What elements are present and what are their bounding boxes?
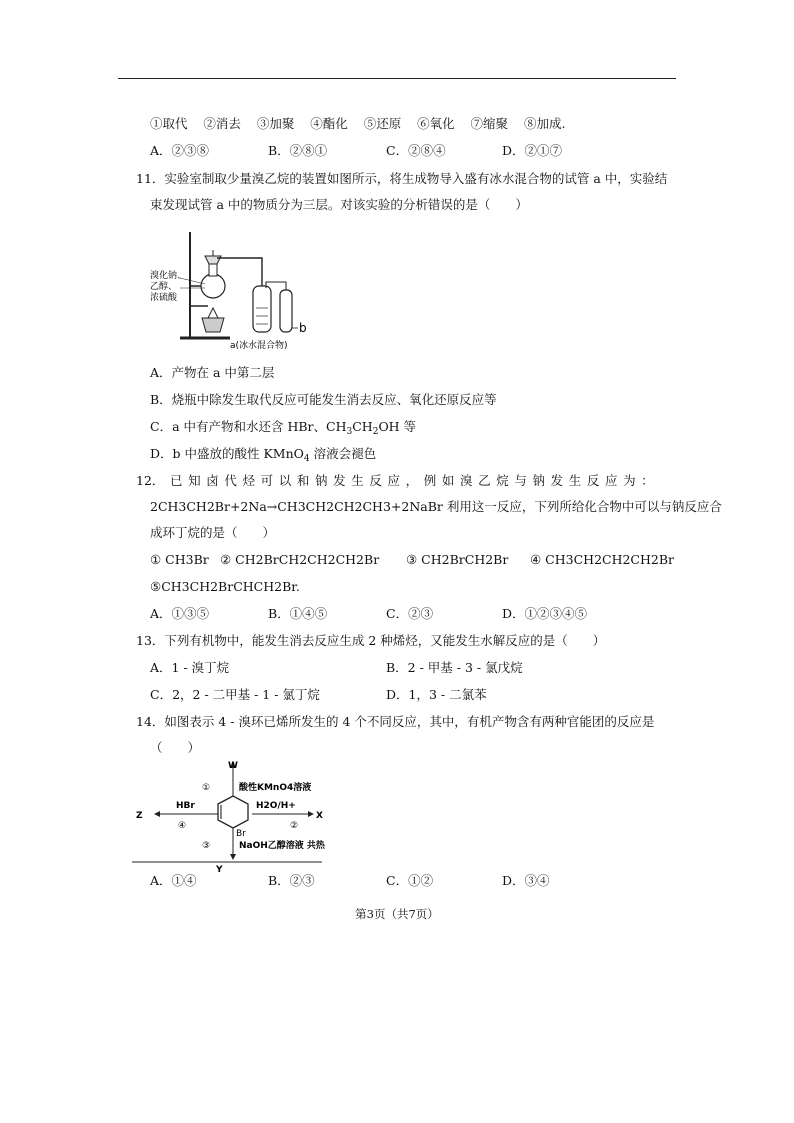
q10-option-c: C．②⑧④ xyxy=(386,143,446,158)
q12-stem-char: 反 xyxy=(369,473,382,488)
page-footer: 第3页（共7页） xyxy=(355,907,439,921)
q11-option-b: B．烧瓶中除发生取代反应可能发生消去反应、氧化还原反应等 xyxy=(150,392,497,407)
q12-stem-char: 和 xyxy=(296,473,310,488)
reaction-3-number: ③ xyxy=(202,841,211,851)
opt-d-text2: 溶液会褪色 xyxy=(309,446,377,461)
opt-d-sub: 4 xyxy=(303,454,310,464)
q12-compound-3: ③ CH2BrCH2Br xyxy=(406,552,509,567)
q12-stem-char: 生 xyxy=(568,473,582,488)
q11-apparatus-figure xyxy=(150,226,310,354)
reaction-3: ③加聚 xyxy=(256,116,295,131)
q12-stem-char: ： xyxy=(641,473,654,488)
q12-stem-char: 代 xyxy=(224,473,237,488)
q12-stem-char: 知 xyxy=(188,473,201,488)
q13-stem: 13．下列有机物中，能发生消去反应生成 2 种烯烃，又能发生水解反应的是（ ） xyxy=(136,633,606,648)
q12-stem-char: 卤 xyxy=(206,473,219,488)
q10-option-a: A．②③⑧ xyxy=(150,143,210,158)
q14-option-c: C．①② xyxy=(386,873,434,888)
q14-option-b: B．②③ xyxy=(268,873,315,888)
reaction-2-number: ② xyxy=(290,821,299,831)
product-x-label: X xyxy=(316,811,323,821)
reaction-5: ⑤还原 xyxy=(363,116,402,131)
q14-option-a: A．①④ xyxy=(150,873,197,888)
reagent-label-2: 乙醇、 xyxy=(150,282,178,292)
q12-stem-char: 生 xyxy=(351,473,364,488)
q12-stem-char: 应 xyxy=(387,473,401,488)
q12-stem-char: 如 xyxy=(441,473,455,488)
reaction-3-condition: NaOH乙醇溶液 共热 xyxy=(239,841,325,851)
tube-a-label: a(冰水混合物) xyxy=(230,341,288,351)
product-y-label: Y xyxy=(216,865,223,875)
product-w-label: W xyxy=(228,761,238,771)
q11-option-d xyxy=(150,445,376,463)
q12-stem-char: 可 xyxy=(260,473,274,488)
q13-option-d: D．1，3 - 二氯苯 xyxy=(386,687,487,702)
q12-stem-char: 以 xyxy=(278,473,292,488)
q12-stem-char: ， xyxy=(405,473,419,488)
reaction-7: ⑦缩聚 xyxy=(470,116,509,131)
reaction-2: ②消去 xyxy=(203,116,241,131)
q10-option-b: B．②⑧① xyxy=(268,143,328,158)
q12-stem-char: 反 xyxy=(586,473,600,488)
q12-compound-1: ① CH3Br xyxy=(150,552,209,567)
q12-stem-line1 xyxy=(136,472,654,490)
tube-b-label: b xyxy=(299,321,307,335)
opt-c-text3: OH 等 xyxy=(378,419,417,434)
q12-compound-2: ② CH2BrCH2CH2CH2Br xyxy=(220,552,380,567)
q11-option-c xyxy=(150,418,416,436)
q12-stem-char: 烷 xyxy=(496,473,509,488)
q12-compound-4: ④ CH3CH2CH2CH2Br xyxy=(530,552,675,567)
q14-reaction-scheme xyxy=(132,758,325,875)
q11-stem-line1: 11．实验室制取少量溴乙烷的装置如图所示，将生成物导入盛有冰水混合物的试管 a 中，实验结 xyxy=(136,171,668,186)
reaction-2-condition: H2O/H+ xyxy=(256,801,296,811)
reaction-1: ①取代 xyxy=(150,116,188,131)
opt-d-text: D．b 中盛放的酸性 KMnO xyxy=(150,446,304,461)
reagent-label-1: 溴化钠、 xyxy=(150,271,187,281)
reaction-4-condition: HBr xyxy=(176,801,195,811)
q12-equation-line: 2CH3CH2Br+2Na→CH3CH2CH2CH3+2NaBr 利用这一反应，下列所给化合物中可以与钠反应合 xyxy=(150,499,722,514)
q14-stem-line2: （ ） xyxy=(150,740,201,755)
q12-option-d: D．①②③④⑤ xyxy=(502,606,588,621)
q13-option-c: C．2，2 - 二甲基 - 1 - 氯丁烷 xyxy=(150,687,320,702)
reaction-8: ⑧加成. xyxy=(523,116,566,131)
q12-stem-char: 为 xyxy=(623,473,636,488)
q13-option-b: B．2 - 甲基 - 3 - 氯戊烷 xyxy=(386,660,523,675)
q12-stem-char: 钠 xyxy=(532,473,546,488)
q10-option-d: D．②①⑦ xyxy=(502,143,563,158)
q12-compound-5: ⑤CH3CH2BrCHCH2Br. xyxy=(150,579,300,594)
bromo-substituent-label: Br xyxy=(236,829,246,839)
q12-stem-char: 发 xyxy=(333,473,346,488)
q13-option-a: A．1 - 溴丁烷 xyxy=(150,660,230,675)
q12-option-a: A．①③⑤ xyxy=(150,606,210,621)
opt-c-sub1: 3 xyxy=(346,427,353,437)
q12-stem-char: 与 xyxy=(514,473,527,488)
q11-option-a: A．产物在 a 中第二层 xyxy=(150,365,275,380)
q12-stem-char: 发 xyxy=(550,473,564,488)
reaction-6: ⑥氧化 xyxy=(417,116,455,131)
reagent-label-3: 浓硫酸 xyxy=(150,293,178,303)
reaction-1-number: ① xyxy=(202,783,211,793)
opt-c-text: C．a 中有产物和水还含 HBr、CH xyxy=(150,419,347,434)
q12-stem-char: 乙 xyxy=(478,473,491,488)
q12-stem-char: 钠 xyxy=(315,473,328,488)
reaction-4: ④酯化 xyxy=(310,116,348,131)
reaction-1-condition: 酸性KMnO4溶液 xyxy=(239,783,312,793)
q12-stem-char: 溴 xyxy=(460,473,473,488)
product-z-label: Z xyxy=(136,811,143,821)
q12-option-c: C．②③ xyxy=(386,606,434,621)
reaction-4-number: ④ xyxy=(178,821,187,831)
q10-reaction-list xyxy=(150,115,565,133)
opt-c-sub2: 2 xyxy=(372,427,379,437)
q14-option-d: D．③④ xyxy=(502,873,550,888)
q12-stem-line3: 成环丁烷的是（ ） xyxy=(150,525,276,540)
q14-stem-line1: 14．如图表示 4 - 溴环已烯所发生的 4 个不同反应，其中，有机产物含有两种官能团的反应是 xyxy=(136,714,655,729)
q12-stem-char: 烃 xyxy=(242,473,256,488)
q12-option-b: B．①④⑤ xyxy=(268,606,328,621)
header-rule xyxy=(118,78,676,79)
q11-stem-line2: 束发现试管 a 中的物质分为三层。对该实验的分析错误的是（ ） xyxy=(150,197,528,212)
q12-stem-char: 已 xyxy=(170,473,183,488)
opt-c-text2: CH xyxy=(352,419,373,434)
q12-stem-char: 12． xyxy=(136,473,165,488)
q12-stem-char: 应 xyxy=(605,473,618,488)
q12-stem-char: 例 xyxy=(423,473,437,488)
